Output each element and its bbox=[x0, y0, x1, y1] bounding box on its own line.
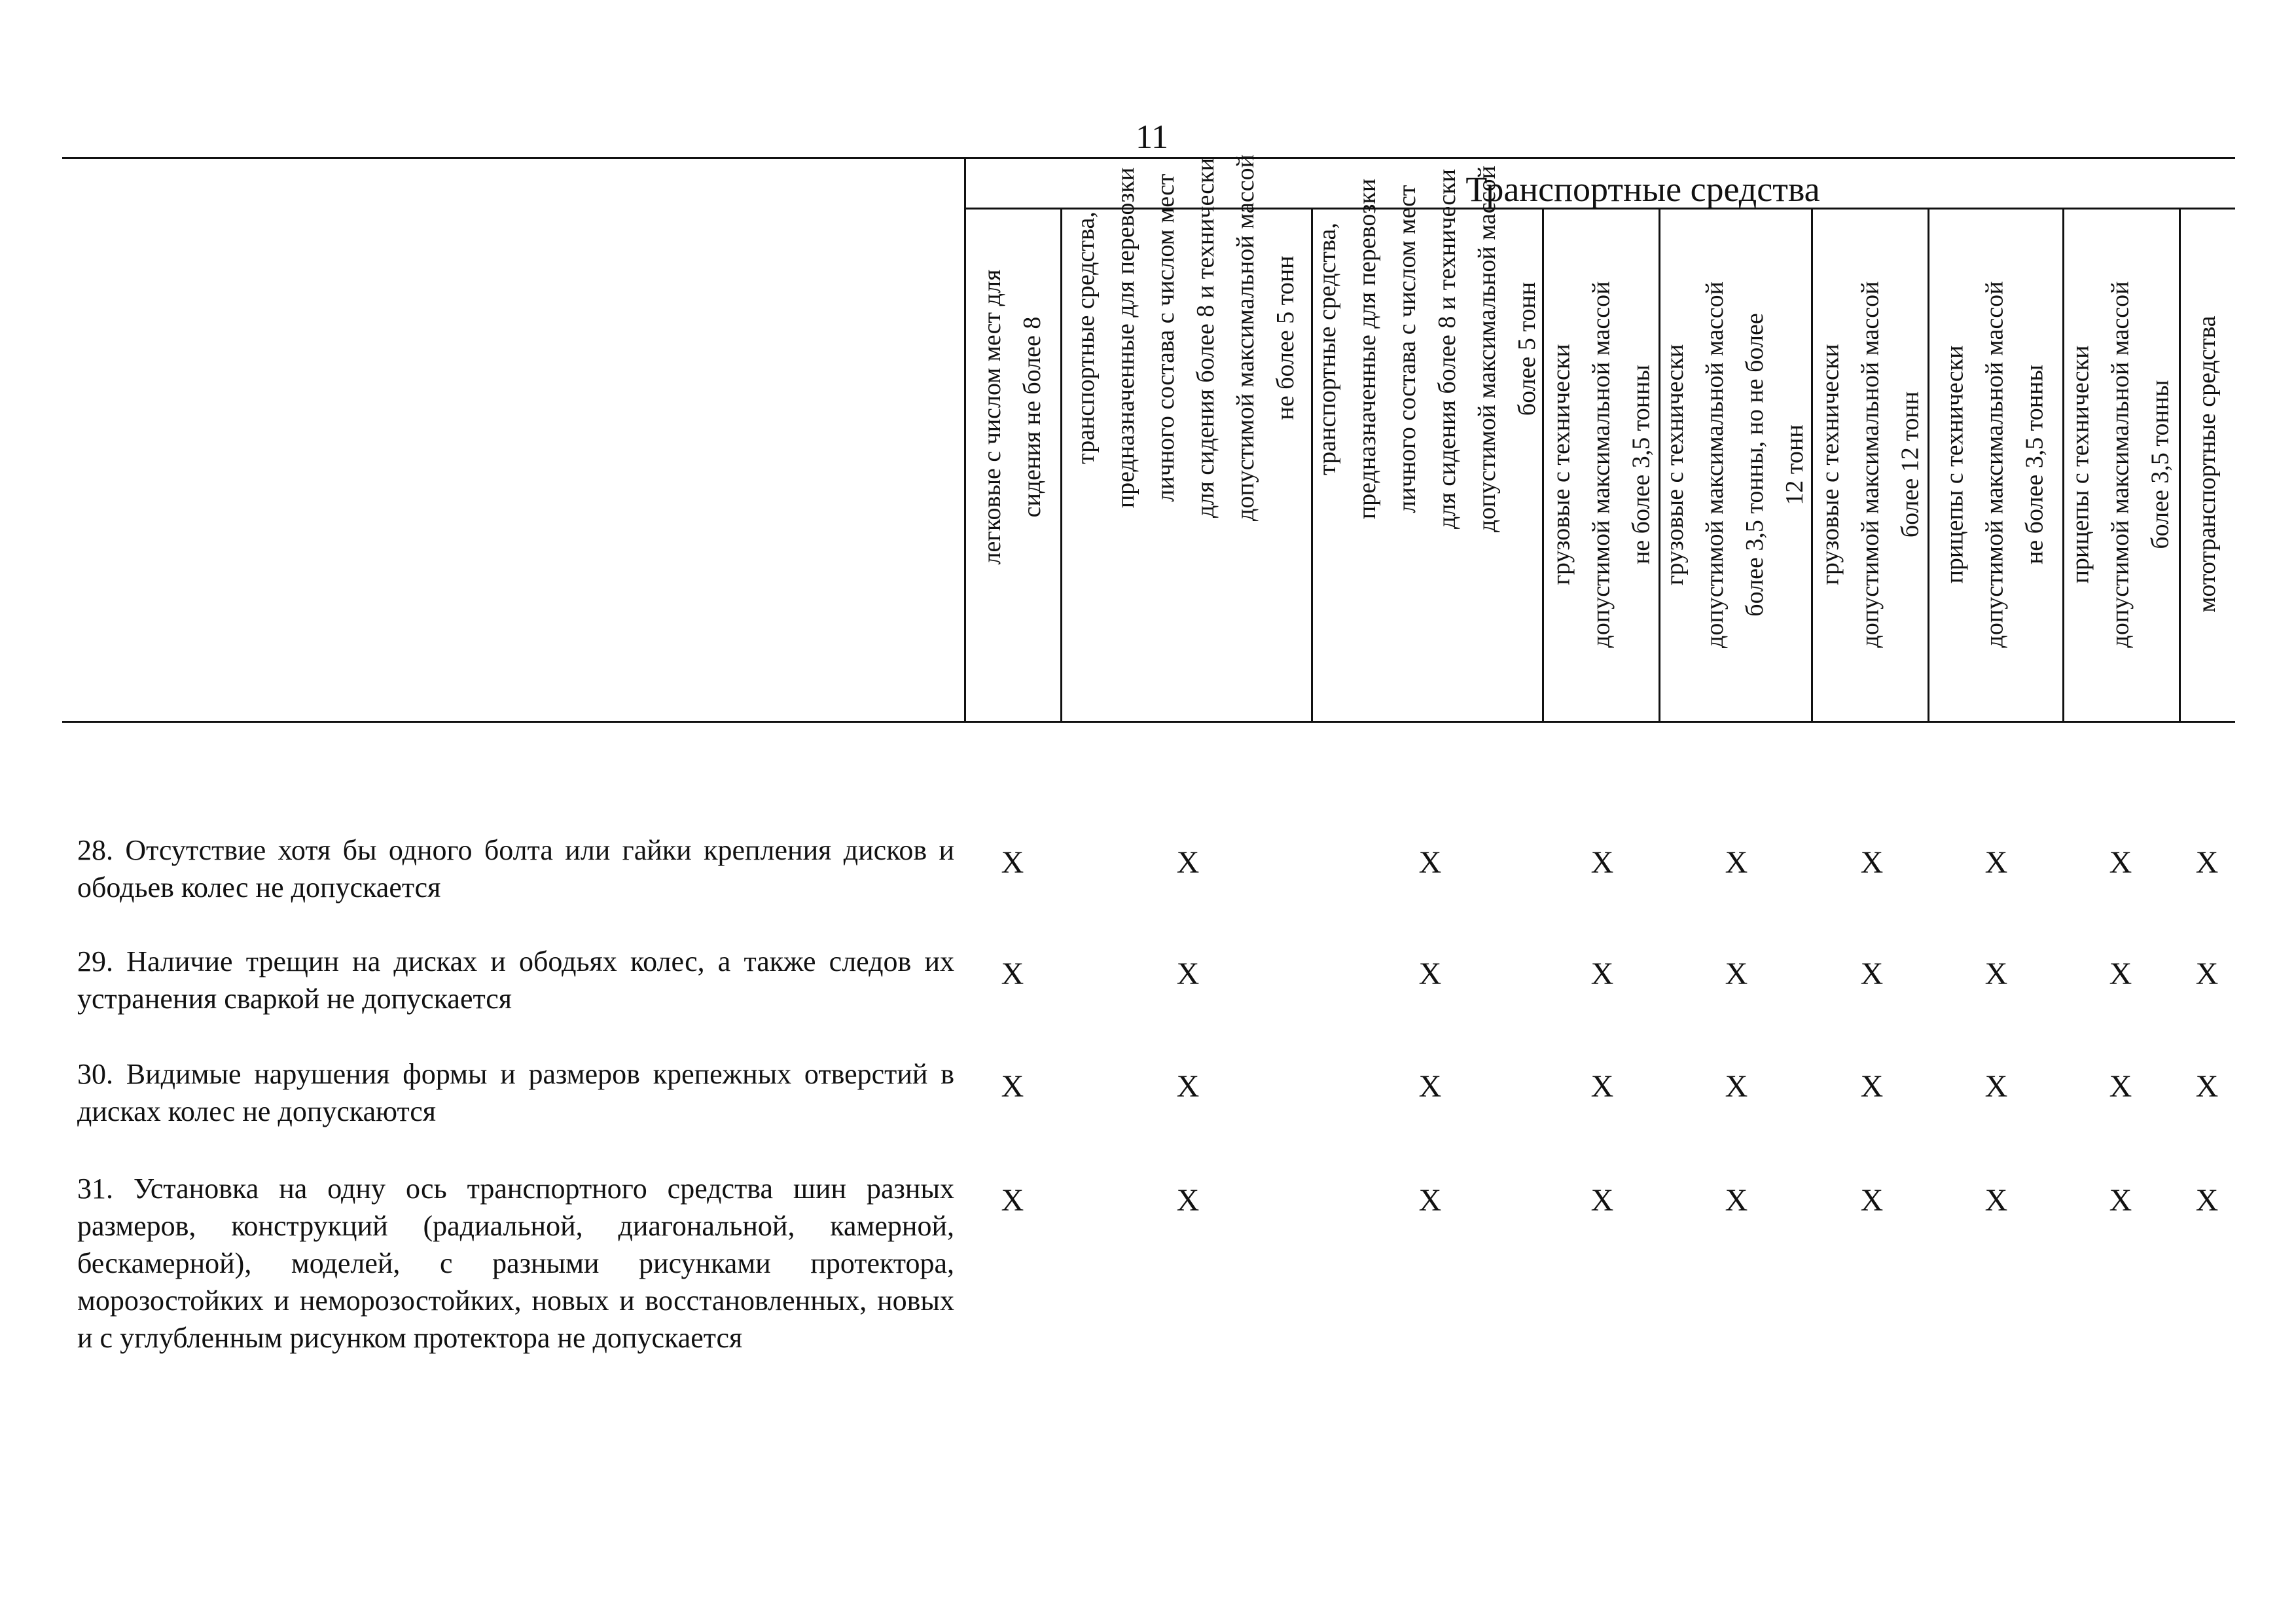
table-row-29-text: 29. Наличие трещин на дисках и ободьях колес, а также следов их устранения сваркой не допускается bbox=[77, 945, 954, 1015]
column-header-line: более 12 тонн bbox=[1896, 391, 1924, 538]
table-cell-mark: X bbox=[1725, 957, 1748, 991]
column-header-line: более 3,5 тонны, но не более bbox=[1741, 313, 1768, 617]
column-header-line: сидения не более 8 bbox=[1018, 316, 1046, 518]
column-header-line: прицепы с технически bbox=[1941, 345, 1969, 584]
table-row-30-text: 30. Видимые нарушения формы и размеров крепежных отверстий в дисках колес не допускаются bbox=[77, 1058, 954, 1127]
column-header-line: более 3,5 тонны bbox=[2146, 380, 2174, 549]
column-header-line: допустимой максимальной массой bbox=[2106, 281, 2134, 648]
column-header-line: для сидения более 8 и технически bbox=[1433, 169, 1461, 529]
column-header-line: мототранспортные средства bbox=[2193, 316, 2221, 613]
column-header-line: допустимой максимальной массой bbox=[1981, 281, 2009, 648]
column-header-line: легковые с числом мест для bbox=[978, 269, 1006, 565]
table-cell-mark: X bbox=[1725, 845, 1748, 880]
table-cell-mark: X bbox=[1984, 845, 2008, 880]
table-cell-mark: X bbox=[1001, 845, 1024, 880]
column-header-line: допустимой максимальной массой bbox=[1473, 166, 1501, 532]
table-cell-mark: X bbox=[1590, 1183, 1614, 1218]
column-header-line: для сидения более 8 и технически bbox=[1192, 158, 1219, 518]
column-header-line: не более 5 тонн bbox=[1272, 255, 1299, 420]
column-header-passenger-cars bbox=[965, 181, 1060, 653]
table-cell-mark: X bbox=[2195, 957, 2219, 991]
column-header-line: предназначенные для перевозки bbox=[1354, 178, 1381, 520]
column-header-line: грузовые с технически bbox=[1661, 344, 1689, 586]
column-header-line: транспортные средства, bbox=[1314, 223, 1341, 475]
page-number: 11 bbox=[1135, 119, 1169, 156]
table-cell-mark: X bbox=[1725, 1069, 1748, 1104]
column-header-trailers-over-3-5 bbox=[2064, 229, 2178, 701]
table-cell-mark: X bbox=[1860, 1183, 1884, 1218]
table-cell-mark: X bbox=[2109, 845, 2132, 880]
column-header-line: прицепы с технически bbox=[2066, 345, 2094, 584]
table-cell-mark: X bbox=[1418, 845, 1442, 880]
table-cell-mark: X bbox=[2195, 1183, 2219, 1218]
table-cell-mark: X bbox=[1176, 845, 1200, 880]
table-cell-mark: X bbox=[2109, 1069, 2132, 1104]
table-cell-mark: X bbox=[1984, 1183, 2008, 1218]
table-cell-mark: X bbox=[1001, 957, 1024, 991]
column-header-line: транспортные средства, bbox=[1072, 211, 1100, 464]
column-header-line: не более 3,5 тонны bbox=[1627, 364, 1655, 565]
column-header-line: грузовые с технически bbox=[1816, 344, 1844, 585]
table-cell-mark: X bbox=[1725, 1183, 1748, 1218]
column-header-line: грузовые с технически bbox=[1547, 344, 1575, 585]
column-header-trucks-3-5-to-12 bbox=[1660, 229, 1810, 701]
table-cell-mark: X bbox=[1590, 957, 1614, 991]
column-header-line: 12 тонн bbox=[1781, 424, 1808, 505]
table-cell-mark: X bbox=[1176, 1069, 1200, 1104]
table-row-31-text: 31. Установка на одну ось транспортного средства шин разных размеров, конструкций (радиальной, диагональной, камерной, бескамерной), моделей, с разными рисунками протектора, морозостойких и неморозостойких, новых и восстановленных, новых и с углубленным рисунком протектора не допускается bbox=[77, 1173, 954, 1354]
table-cell-mark: X bbox=[1418, 1183, 1442, 1218]
table-cell-mark: X bbox=[1860, 957, 1884, 991]
table-cell-mark: X bbox=[2195, 845, 2219, 880]
group-title: Транспортные средства bbox=[1465, 170, 1820, 209]
table-cell-mark: X bbox=[1984, 1069, 2008, 1104]
table-cell-mark: X bbox=[2109, 957, 2132, 991]
column-header-line: допустимой максимальной массой bbox=[1587, 281, 1615, 648]
column-header-motorcycles bbox=[2176, 228, 2238, 700]
table-cell-mark: X bbox=[1418, 1069, 1442, 1104]
table-row-28-text: 28. Отсутствие хотя бы одного болта или гайки крепления дисков и ободьев колес не допускается bbox=[77, 834, 954, 903]
table-cell-mark: X bbox=[1176, 1183, 1200, 1218]
table-cell-mark: X bbox=[1590, 845, 1614, 880]
table-cell-mark: X bbox=[1590, 1069, 1614, 1104]
table-cell-mark: X bbox=[1001, 1183, 1024, 1218]
column-header-line: личного состава с числом мест bbox=[1152, 173, 1179, 502]
header-bottom-rule bbox=[62, 721, 2235, 723]
column-header-personnel-transport-light bbox=[1062, 102, 1310, 574]
column-header-trucks-over-12 bbox=[1814, 229, 1928, 701]
column-header-trucks-up-to-3-5 bbox=[1545, 229, 1659, 701]
table-cell-mark: X bbox=[1860, 1069, 1884, 1104]
table-cell-mark: X bbox=[2109, 1183, 2132, 1218]
column-header-line: более 5 тонн bbox=[1513, 282, 1541, 416]
table-cell-mark: X bbox=[1418, 957, 1442, 991]
column-header-trailers-up-to-3-5 bbox=[1929, 229, 2062, 701]
table-cell-mark: X bbox=[1984, 957, 2008, 991]
column-header-personnel-transport-heavy bbox=[1313, 113, 1542, 585]
column-header-line: допустимой максимальной массой bbox=[1856, 281, 1884, 648]
table-cell-mark: X bbox=[1176, 957, 1200, 991]
table-cell-mark: X bbox=[2195, 1069, 2219, 1104]
table-cell-mark: X bbox=[1860, 845, 1884, 880]
column-header-line: допустимой максимальной массой bbox=[1701, 282, 1729, 648]
column-header-line: личного состава с числом мест bbox=[1393, 185, 1421, 513]
column-header-line: предназначенные для перевозки bbox=[1112, 167, 1139, 509]
column-header-line: не более 3,5 тонны bbox=[2020, 364, 2049, 565]
column-header-line: допустимой максимальной массой bbox=[1232, 155, 1259, 521]
table-cell-mark: X bbox=[1001, 1069, 1024, 1104]
